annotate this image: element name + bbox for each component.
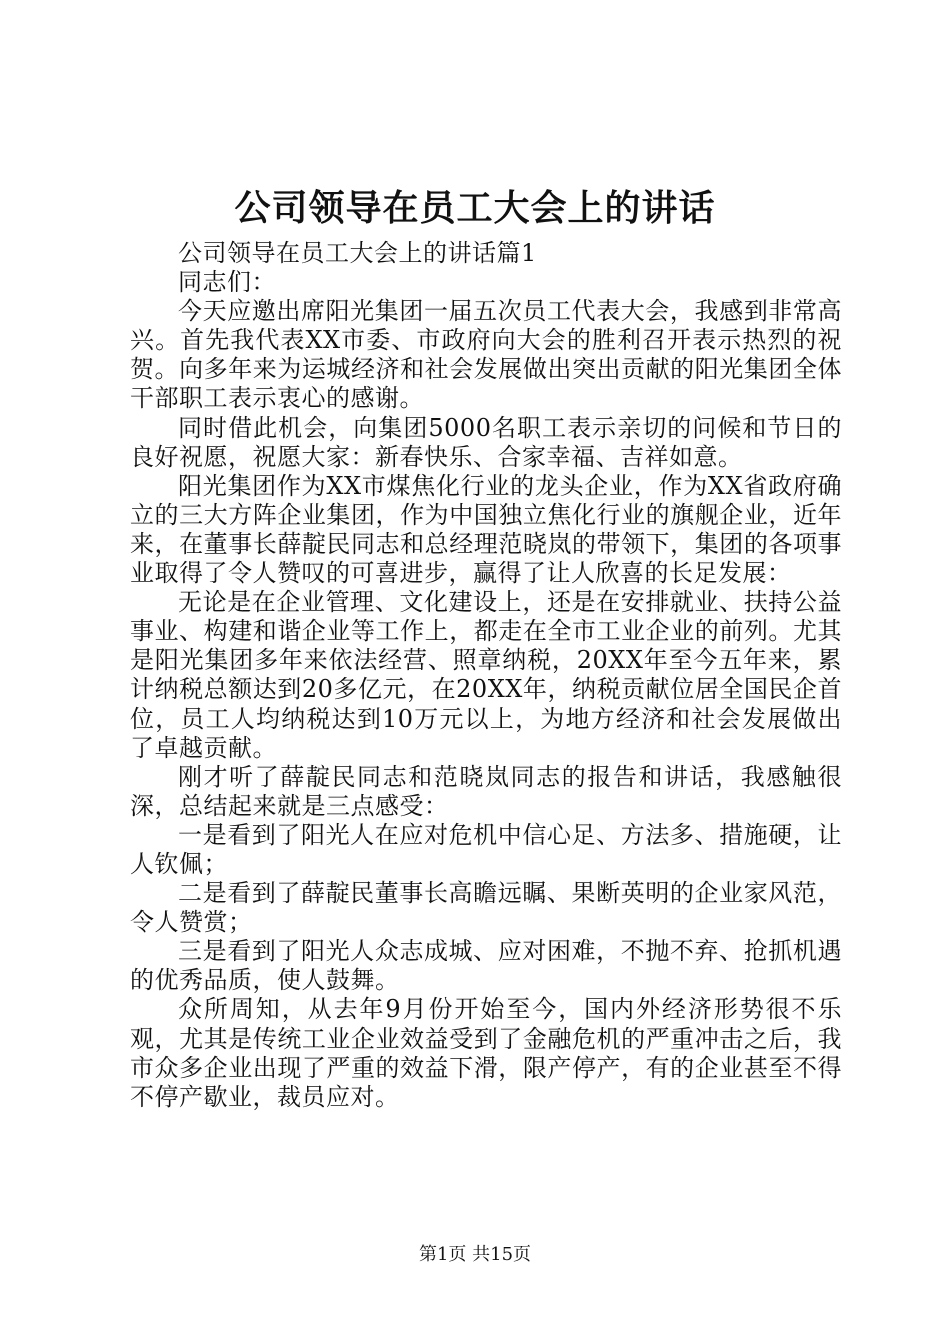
- document-title: 公司领导在员工大会上的讲话: [234, 187, 716, 229]
- paragraph-subtitle: 公司领导在员工大会上的讲话篇1: [178, 239, 537, 267]
- paragraph: 同时借此机会，向集团5000名职工表示亲切的问候和节日的良好祝愿，祝愿大家：新春快乐、合家幸福、吉祥如意。: [130, 413, 842, 471]
- paragraph-salutation: 同志们：: [178, 268, 276, 297]
- paragraph: 阳光集团作为XX市煤焦化行业的龙头企业，作为XX省政府确立的三大方阵企业集团，作为中国独立焦化行业的旗舰企业，近年来，在董事长薛靛民同志和总经理范晓岚的带领下，集团的各项事业取得了令人赞叹的可喜进步，赢得了让人欣喜的长足发展：: [130, 471, 842, 588]
- document-body: [130, 239, 842, 1112]
- paragraph: 三是看到了阳光人众志成城、应对困难，不抛不弃、抢抓机遇的优秀品质，使人鼓舞。: [130, 937, 842, 995]
- paragraph: 一是看到了阳光人在应对危机中信心足、方法多、措施硬，让人钦佩；: [130, 820, 842, 878]
- paragraph: 刚才听了薛靛民同志和范晓岚同志的报告和讲话，我感触很深，总结起来就是三点感受：: [130, 762, 842, 820]
- page-number-footer: 第1页 共15页: [418, 1244, 532, 1265]
- paragraph: 众所周知，从去年9月份开始至今，国内外经济形势很不乐观，尤其是传统工业企业效益受到了金融危机的严重冲击之后，我市众多企业出现了严重的效益下滑，限产停产，有的企业甚至不得不停产歇业，裁员应对。: [130, 995, 842, 1111]
- paragraph: 今天应邀出席阳光集团一届五次员工代表大会，我感到非常高兴。首先我代表XX市委、市政府向大会的胜利召开表示热烈的祝贺。向多年来为运城经济和社会发展做出突出贡献的阳光集团全体干部职工表示衷心的感谢。: [130, 297, 842, 413]
- paragraph: 二是看到了薛靛民董事长高瞻远瞩、果断英明的企业家风范，令人赞赏；: [130, 879, 842, 937]
- paragraph: 无论是在企业管理、文化建设上，还是在安排就业、扶持公益事业、构建和谐企业等工作上，都走在全市工业企业的前列。尤其是阳光集团多年来依法经营、照章纳税，20XX年至今五年来，累计纳税总额达到20多亿元，在20XX年，纳税贡献位居全国民企首位，员工人均纳税达到10万元以上，为地方经济和社会发展做出了卓越贡献。: [130, 588, 842, 762]
